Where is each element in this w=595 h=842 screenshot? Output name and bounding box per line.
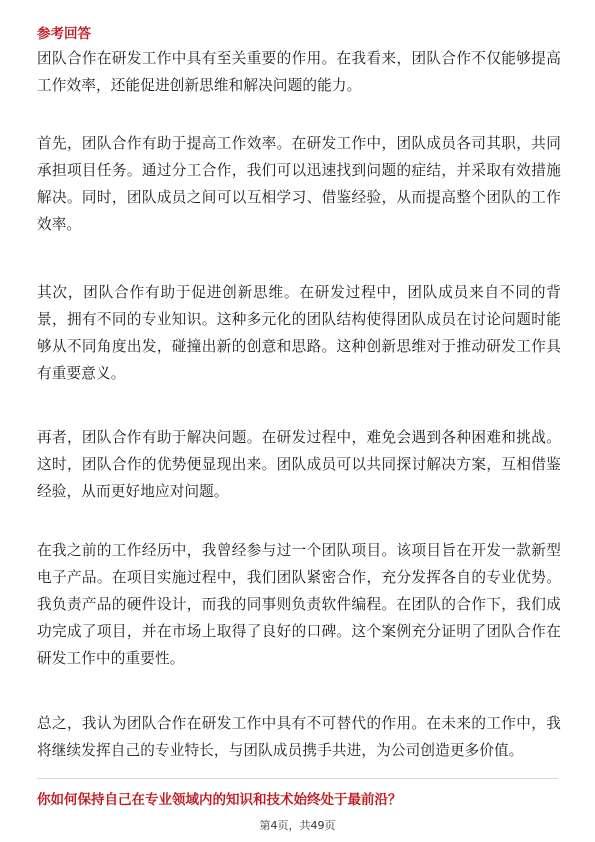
paragraph-conclusion: 总之，我认为团队合作在研发工作中具有不可替代的作用。在未来的工作中，我将继续发挥自己的专业特长，与团队成员携手共进，为公司创造更多价值。: [37, 715, 561, 759]
next-question: 你如何保持自己在专业领域内的知识和技术始终处于最前沿？: [37, 792, 402, 808]
paragraph-experience: 在我之前的工作经历中，我曾经参与过一个团队项目。该项目旨在开发一款新型电子产品。在项目实施过程中，我们团队紧密合作，充分发挥各自的专业优势。我负责产品的硬件设计，而我的同事则负责软件编程。在团队的合作下，我们成功完成了项目，并在市场上取得了良好的口碑。这个案例充分证明了团队合作在研发工作中的重要性。: [37, 542, 561, 667]
paragraph-intro: 团队合作在研发工作中具有至关重要的作用。在我看来，团队合作不仅能够提高工作效率，还能促进创新思维和解决问题的能力。: [37, 50, 561, 94]
paragraph-efficiency: 首先，团队合作有助于提高工作效率。在研发工作中，团队成员各司其职，共同承担项目任务。通过分工合作，我们可以迅速找到问题的症结，并采取有效措施解决。同时，团队成员之间可以互相学习、借鉴经验，从而提高整个团队的工作效率。: [37, 135, 561, 233]
paragraph-innovation: 其次，团队合作有助于促进创新思维。在研发过程中，团队成员来自不同的背景，拥有不同的专业知识。这种多元化的团队结构使得团队成员在讨论问题时能够从不同角度出发，碰撞出新的创意和思路。这种创新思维对于推动研发工作具有重要意义。: [37, 284, 561, 382]
section-divider: [37, 778, 558, 779]
paragraph-problem-solving: 再者，团队合作有助于解决问题。在研发过程中，难免会遇到各种困难和挑战。这时，团队合作的优势便显现出来。团队成员可以共同探讨解决方案，互相借鉴经验，从而更好地应对问题。: [37, 429, 561, 500]
answer-heading: 参考回答: [37, 26, 91, 42]
page-number: 第4页，共49页: [259, 819, 336, 832]
